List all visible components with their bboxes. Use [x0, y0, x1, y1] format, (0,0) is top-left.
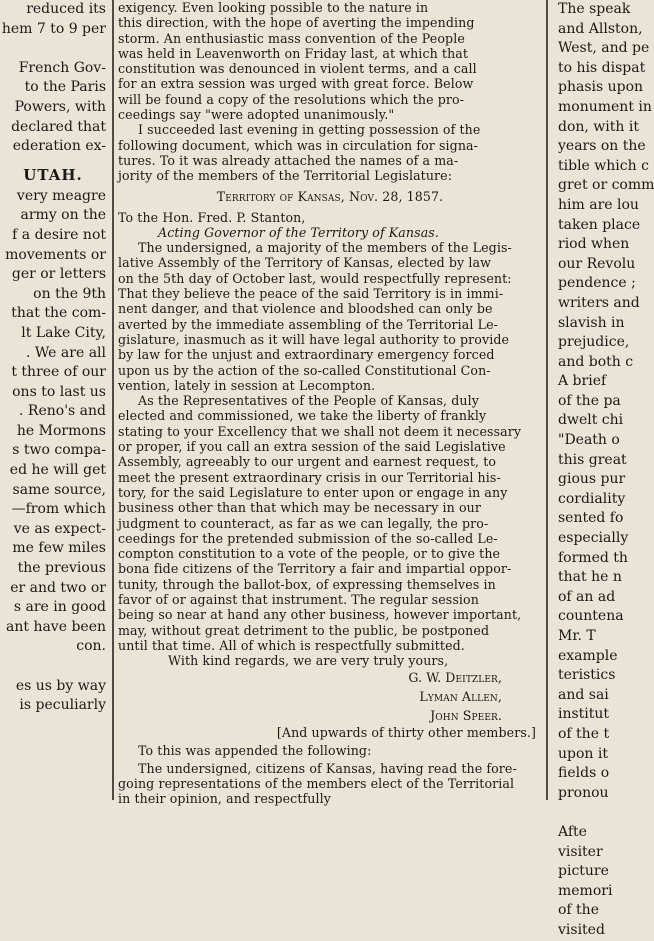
right-line: pronou [558, 784, 609, 801]
right-line: prejudice, [558, 334, 630, 351]
dateline: Territory of Kansas, Nov. 28, 1857. [216, 188, 444, 204]
right-line: West, and pe [558, 40, 650, 57]
left-line: to the Paris [24, 79, 106, 96]
left-line: es us by way [15, 677, 106, 694]
right-line: years on the [558, 138, 646, 155]
letter-line: or proper, if you call an extra session of the said Legislative [118, 439, 506, 455]
right-line: gious pur [558, 471, 626, 488]
left-line [0, 657, 108, 677]
letter-line: compton constitution to a vote of the people, or to give the [118, 546, 501, 562]
intro-line: tures. To it was already attached the names of a ma- [118, 152, 459, 168]
intro-line: for an extra session was urged with great force. Below [118, 76, 474, 92]
other-members-note: [And upwards of thirty other members.] [276, 725, 536, 741]
letter-line: tory, for the said Legislature to enter upon or engage in any [118, 484, 508, 500]
right-line: Afte [558, 823, 587, 840]
right-line: monument in [558, 98, 652, 115]
right-line: to his dispat [558, 59, 646, 76]
right-line: writers and [558, 294, 640, 311]
right-line: sented fo [558, 510, 624, 527]
letter-line: judgment to counteract, as far as we can legally, the pro- [118, 515, 489, 531]
left-line: ger or letters [11, 266, 106, 283]
left-line: t three of our [11, 364, 106, 381]
letter-line: The undersigned, a majority of the members of the Legis- [138, 240, 512, 256]
letter-line: gislature, inasmuch as it will have legal authority to provide [118, 331, 510, 347]
intro-line: jority of the members of the Territorial Legislature: [118, 168, 453, 184]
right-line: "Death o [558, 432, 620, 449]
letter-line: may, without great detriment to the public, be postponed [118, 622, 490, 638]
letter-line: being so near at hand any other business, however important, [118, 607, 522, 623]
signature: Lyman Allen, [419, 689, 502, 705]
right-line: of the t [558, 725, 610, 742]
letter-line: by law for the unjust and extraordinary emergency forced [118, 347, 495, 363]
signature: G. W. Deitzler, [408, 670, 502, 686]
right-line: formed th [558, 549, 628, 566]
right-line: this great [558, 451, 627, 468]
right-line: especially [558, 530, 629, 547]
addressee: To the Hon. Fred. P. Stanton, [118, 209, 306, 225]
tail-line: The undersigned, citizens of Kansas, having read the fore- [138, 760, 517, 776]
letter-line: upon us by the action of the so-called Constitutional Con- [118, 362, 491, 378]
right-line: countena [558, 608, 624, 625]
left-line: ons to last us [12, 383, 106, 400]
left-line: s are in good [13, 599, 106, 616]
left-line: very meagre [16, 187, 106, 204]
left-line: movements or [5, 246, 106, 263]
intro-line: I succeeded last evening in getting possession of the [138, 122, 481, 138]
intro-line: exigency. Even looking possible to the nature in [118, 0, 429, 15]
letter-line: bona fide citizens of the Territory a fair and impartial oppor- [118, 561, 512, 577]
left-line [0, 39, 108, 59]
letter-line: lative Assembly of the Territory of Kansas, elected by law [118, 255, 491, 271]
right-line: and Allston, [558, 20, 643, 37]
right-line [552, 803, 640, 823]
left-line: French Gov- [18, 59, 106, 76]
left-line: ederation ex- [12, 138, 106, 155]
left-line: ed he will get [9, 462, 106, 479]
left-line: —from which [11, 501, 106, 518]
left-line: reduced its [26, 1, 106, 17]
intro-line: storm. An enthusiastic mass convention of the People [118, 30, 465, 46]
right-line: tible which c [558, 157, 649, 174]
closing-line: With kind regards, we are very truly yours, [168, 653, 449, 669]
right-line: that he n [558, 569, 622, 586]
letter-line: ceedings for the pretended submission of the so-called Le- [118, 530, 498, 546]
right-line: him are lou [558, 196, 639, 213]
left-line: is peculiarly [19, 697, 106, 714]
letter-line: meet the present extraordinary crisis in our Territorial his- [118, 469, 501, 485]
letter-line: business other than that which may be necessary in our [118, 500, 481, 516]
letter-line: tunity, through the ballot-box, of expressing themselves in [118, 576, 496, 592]
left-line: lt Lake City, [21, 324, 106, 341]
left-line: army on the [20, 207, 106, 224]
column-rule [112, 0, 114, 800]
signature: John Speer. [430, 708, 502, 724]
right-line: gret or comm [558, 177, 654, 194]
intro-line: constitution was denounced in violent terms, and a call [118, 61, 477, 77]
right-line: fields o [558, 765, 610, 782]
middle-column [118, 0, 542, 807]
letter-line: favor of or against that instrument. The regular session [118, 591, 479, 607]
right-line: A brief [558, 373, 607, 390]
utah-heading: UTAH. [23, 165, 83, 184]
left-line: Powers, with [14, 98, 106, 115]
right-line: and both c [558, 353, 634, 370]
appended-heading: To this was appended the following: [138, 742, 372, 758]
right-line: institut [558, 706, 610, 723]
letter-line: nent danger, and that violence and bloodshed can only be [118, 301, 493, 317]
right-line: of an ad [558, 588, 616, 605]
left-line: me few miles [12, 540, 106, 557]
letter-line: until that time. All of which is respectfully submitted. [118, 637, 465, 653]
right-column [552, 0, 654, 938]
tail-line: in their opinion, and respectfully [118, 791, 331, 807]
addressee-title: Acting Governor of the Territory of Kansas. [158, 224, 439, 240]
right-line: slavish in [558, 314, 625, 331]
right-line: picture [558, 863, 609, 880]
left-line: that the com- [11, 305, 106, 322]
intro-line: following document, which was in circulation for signa- [118, 137, 479, 153]
right-line: of the [558, 902, 599, 919]
letter-line: That they believe the peace of the said Territory is in immi- [118, 286, 504, 302]
right-line: example [558, 647, 618, 664]
letter-line: on the 5th day of October last, would respectfully represent: [118, 270, 512, 286]
tail-line: going representations of the members elect of the Territorial [118, 776, 515, 792]
letter-line: stating to your Excellency that we shall not deem it necessary [118, 423, 522, 439]
letter-line: As the Representatives of the People of Kansas, duly [138, 393, 479, 409]
intro-line: was held in Leavenworth on Friday last, at which that [118, 45, 469, 61]
left-line: on the 9th [33, 285, 106, 302]
right-line: and sai [558, 686, 609, 703]
left-line: he Mormons [16, 422, 106, 439]
left-line: hem 7 to 9 per [1, 20, 106, 37]
left-line: . We are all [26, 344, 106, 361]
right-line: of the pa [558, 392, 621, 409]
intro-line: this direction, with the hope of averting the impending [118, 15, 475, 31]
letter-line: elected and commissioned, we take the liberty of frankly [118, 408, 487, 424]
right-line: cordiality [558, 490, 626, 507]
left-line: ve as expect- [13, 520, 106, 537]
right-line: teristics [558, 667, 616, 684]
letter-line: Assembly, agreeably to our urgent and earnest request, to [118, 454, 497, 470]
right-line: memori [558, 882, 613, 899]
right-line: visiter [558, 843, 603, 860]
left-line: same source, [12, 481, 106, 498]
letter-line: vention, lately in session at Lecompton. [118, 377, 376, 393]
left-line: ant have been [6, 618, 106, 635]
left-line: s two compa- [12, 442, 106, 459]
intro-line: ceedings say "were adopted unanimously." [118, 107, 395, 123]
right-line: don, with it [558, 118, 639, 135]
left-column [0, 0, 108, 800]
left-line: f a desire not [12, 226, 106, 243]
right-line: upon it [558, 745, 608, 762]
column-rule [546, 0, 548, 800]
right-line: taken place [558, 216, 641, 233]
left-line: declared that [11, 118, 106, 135]
right-line: our Revolu [558, 255, 636, 272]
right-line: dwelt chi [558, 412, 624, 429]
right-line: The speak [558, 1, 631, 17]
right-line: visited [558, 921, 605, 938]
left-line: er and two or [10, 579, 106, 596]
left-line: the previous [17, 560, 106, 577]
left-line: . Reno's and [19, 403, 106, 420]
right-line: riod when [558, 236, 630, 253]
right-line: pendence ; [558, 275, 636, 292]
right-line: Mr. T [558, 628, 596, 644]
right-line: phasis upon [558, 79, 644, 96]
left-line: con. [76, 638, 106, 655]
letter-line: averted by the immediate assembling of the Territorial Le- [118, 316, 499, 332]
intro-line: will be found a copy of the resolutions which the pro- [118, 91, 465, 107]
